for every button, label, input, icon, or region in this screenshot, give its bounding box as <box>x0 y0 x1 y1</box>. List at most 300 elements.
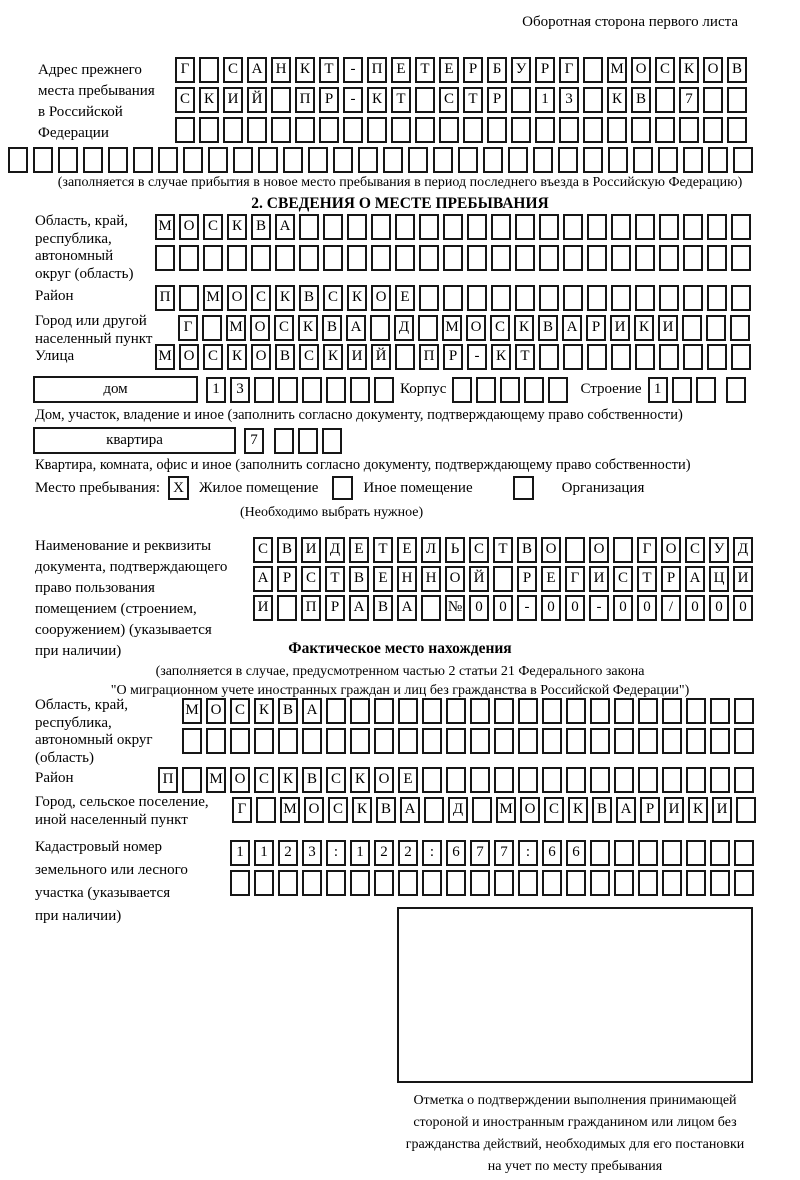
char-cell[interactable] <box>655 87 675 113</box>
char-cell[interactable] <box>515 214 535 240</box>
char-cell[interactable]: Е <box>373 566 393 592</box>
char-cell[interactable] <box>383 147 403 173</box>
char-cell[interactable] <box>199 57 219 83</box>
char-cell[interactable]: С <box>203 214 223 240</box>
char-cell[interactable] <box>275 245 295 271</box>
char-cell[interactable]: М <box>496 797 516 823</box>
char-cell[interactable]: М <box>442 315 462 341</box>
char-cell[interactable]: 0 <box>733 595 753 621</box>
checkbox-residential[interactable]: X <box>168 476 189 500</box>
char-cell[interactable]: 2 <box>398 840 418 866</box>
char-cell[interactable]: : <box>518 840 538 866</box>
char-cell[interactable] <box>487 117 507 143</box>
char-cell[interactable]: Н <box>397 566 417 592</box>
char-cell[interactable] <box>563 344 583 370</box>
char-cell[interactable] <box>202 315 222 341</box>
char-cell[interactable] <box>613 537 633 563</box>
char-cell[interactable] <box>563 245 583 271</box>
char-cell[interactable]: О <box>371 285 391 311</box>
char-cell[interactable]: Т <box>319 57 339 83</box>
char-cell[interactable]: С <box>439 87 459 113</box>
char-cell[interactable] <box>371 214 391 240</box>
char-cell[interactable]: С <box>328 797 348 823</box>
char-cell[interactable]: С <box>223 57 243 83</box>
char-cell[interactable] <box>227 245 247 271</box>
char-cell[interactable] <box>539 344 559 370</box>
char-cell[interactable] <box>583 87 603 113</box>
char-cell[interactable] <box>635 285 655 311</box>
char-cell[interactable]: 2 <box>278 840 298 866</box>
char-cell[interactable]: Е <box>391 57 411 83</box>
char-cell[interactable] <box>254 377 274 403</box>
char-cell[interactable] <box>734 698 754 724</box>
char-cell[interactable]: Е <box>397 537 417 563</box>
char-cell[interactable] <box>179 245 199 271</box>
char-cell[interactable] <box>302 377 322 403</box>
char-cell[interactable] <box>518 870 538 896</box>
char-cell[interactable] <box>308 147 328 173</box>
char-cell[interactable] <box>470 698 490 724</box>
char-cell[interactable]: 1 <box>535 87 555 113</box>
char-cell[interactable]: : <box>326 840 346 866</box>
char-cell[interactable]: В <box>517 537 537 563</box>
char-cell[interactable]: Р <box>517 566 537 592</box>
char-cell[interactable] <box>638 870 658 896</box>
char-cell[interactable]: - <box>467 344 487 370</box>
char-cell[interactable]: А <box>247 57 267 83</box>
char-cell[interactable]: И <box>223 87 243 113</box>
char-cell[interactable]: К <box>323 344 343 370</box>
char-cell[interactable] <box>419 214 439 240</box>
char-cell[interactable] <box>533 147 553 173</box>
char-cell[interactable] <box>299 245 319 271</box>
char-cell[interactable]: - <box>343 57 363 83</box>
char-cell[interactable]: 3 <box>559 87 579 113</box>
char-cell[interactable] <box>727 87 747 113</box>
char-cell[interactable] <box>563 285 583 311</box>
char-cell[interactable] <box>323 214 343 240</box>
char-cell[interactable] <box>491 214 511 240</box>
char-cell[interactable]: И <box>658 315 678 341</box>
char-cell[interactable]: 0 <box>637 595 657 621</box>
char-cell[interactable]: 6 <box>566 840 586 866</box>
char-cell[interactable] <box>494 870 514 896</box>
char-cell[interactable]: К <box>514 315 534 341</box>
char-cell[interactable] <box>587 344 607 370</box>
char-cell[interactable]: Ь <box>445 537 465 563</box>
char-cell[interactable]: Ц <box>709 566 729 592</box>
char-cell[interactable]: В <box>727 57 747 83</box>
char-cell[interactable] <box>703 87 723 113</box>
char-cell[interactable] <box>614 698 634 724</box>
char-cell[interactable]: К <box>634 315 654 341</box>
char-cell[interactable] <box>710 767 730 793</box>
char-cell[interactable]: К <box>688 797 708 823</box>
char-cell[interactable]: К <box>367 87 387 113</box>
char-cell[interactable]: С <box>655 57 675 83</box>
char-cell[interactable] <box>611 245 631 271</box>
char-cell[interactable] <box>133 147 153 173</box>
char-cell[interactable]: Г <box>637 537 657 563</box>
char-cell[interactable]: В <box>277 537 297 563</box>
char-cell[interactable] <box>710 728 730 754</box>
char-cell[interactable] <box>511 117 531 143</box>
char-cell[interactable] <box>734 767 754 793</box>
char-cell[interactable] <box>108 147 128 173</box>
char-cell[interactable]: А <box>275 214 295 240</box>
char-cell[interactable]: М <box>155 214 175 240</box>
char-cell[interactable] <box>731 285 751 311</box>
char-cell[interactable] <box>542 728 562 754</box>
char-cell[interactable]: М <box>155 344 175 370</box>
char-cell[interactable] <box>295 117 315 143</box>
char-cell[interactable]: К <box>568 797 588 823</box>
char-cell[interactable] <box>283 147 303 173</box>
char-cell[interactable] <box>298 428 318 454</box>
char-cell[interactable]: П <box>367 57 387 83</box>
char-cell[interactable]: О <box>179 214 199 240</box>
char-cell[interactable] <box>542 767 562 793</box>
char-cell[interactable]: О <box>466 315 486 341</box>
char-cell[interactable] <box>659 344 679 370</box>
char-cell[interactable] <box>271 117 291 143</box>
char-cell[interactable] <box>611 285 631 311</box>
char-cell[interactable] <box>408 147 428 173</box>
char-cell[interactable]: Л <box>421 537 441 563</box>
char-cell[interactable]: 0 <box>565 595 585 621</box>
char-cell[interactable]: / <box>661 595 681 621</box>
char-cell[interactable] <box>707 245 727 271</box>
char-cell[interactable] <box>730 315 750 341</box>
char-cell[interactable]: - <box>343 87 363 113</box>
char-cell[interactable] <box>470 870 490 896</box>
char-cell[interactable] <box>422 728 442 754</box>
checkbox-organization[interactable] <box>513 476 534 500</box>
char-cell[interactable]: П <box>301 595 321 621</box>
char-cell[interactable]: О <box>251 344 271 370</box>
char-cell[interactable]: О <box>703 57 723 83</box>
char-cell[interactable] <box>183 147 203 173</box>
char-cell[interactable]: И <box>253 595 273 621</box>
char-cell[interactable] <box>254 870 274 896</box>
char-cell[interactable] <box>476 377 496 403</box>
char-cell[interactable] <box>203 245 223 271</box>
char-cell[interactable]: Б <box>487 57 507 83</box>
char-cell[interactable]: 7 <box>679 87 699 113</box>
char-cell[interactable]: Т <box>325 566 345 592</box>
char-cell[interactable] <box>558 147 578 173</box>
char-cell[interactable]: Т <box>637 566 657 592</box>
char-cell[interactable] <box>707 285 727 311</box>
char-cell[interactable]: Г <box>565 566 585 592</box>
char-cell[interactable] <box>483 147 503 173</box>
char-cell[interactable]: С <box>253 537 273 563</box>
char-cell[interactable] <box>422 767 442 793</box>
char-cell[interactable]: Д <box>448 797 468 823</box>
char-cell[interactable]: 7 <box>470 840 490 866</box>
char-cell[interactable] <box>256 797 276 823</box>
char-cell[interactable] <box>83 147 103 173</box>
char-cell[interactable] <box>343 117 363 143</box>
char-cell[interactable] <box>208 147 228 173</box>
char-cell[interactable] <box>418 315 438 341</box>
char-cell[interactable]: О <box>179 344 199 370</box>
char-cell[interactable] <box>463 117 483 143</box>
char-cell[interactable] <box>731 245 751 271</box>
char-cell[interactable] <box>638 728 658 754</box>
char-cell[interactable]: О <box>541 537 561 563</box>
char-cell[interactable]: О <box>661 537 681 563</box>
char-cell[interactable] <box>206 728 226 754</box>
char-cell[interactable] <box>179 285 199 311</box>
char-cell[interactable] <box>302 870 322 896</box>
char-cell[interactable] <box>710 698 730 724</box>
char-cell[interactable]: М <box>226 315 246 341</box>
char-cell[interactable] <box>391 117 411 143</box>
char-cell[interactable] <box>415 117 435 143</box>
char-cell[interactable]: М <box>182 698 202 724</box>
char-cell[interactable] <box>633 147 653 173</box>
char-cell[interactable]: А <box>400 797 420 823</box>
char-cell[interactable] <box>467 245 487 271</box>
char-cell[interactable] <box>277 595 297 621</box>
char-cell[interactable]: Г <box>232 797 252 823</box>
char-cell[interactable]: 1 <box>230 840 250 866</box>
char-cell[interactable] <box>251 245 271 271</box>
char-cell[interactable]: И <box>712 797 732 823</box>
char-cell[interactable] <box>419 285 439 311</box>
char-cell[interactable]: 1 <box>254 840 274 866</box>
char-cell[interactable] <box>58 147 78 173</box>
char-cell[interactable]: Р <box>661 566 681 592</box>
char-cell[interactable] <box>614 728 634 754</box>
char-cell[interactable] <box>635 245 655 271</box>
char-cell[interactable]: Е <box>395 285 415 311</box>
char-cell[interactable] <box>638 840 658 866</box>
char-cell[interactable] <box>638 698 658 724</box>
char-cell[interactable] <box>658 147 678 173</box>
char-cell[interactable] <box>395 214 415 240</box>
char-cell[interactable]: А <box>346 315 366 341</box>
char-cell[interactable]: К <box>607 87 627 113</box>
char-cell[interactable] <box>515 245 535 271</box>
char-cell[interactable] <box>494 767 514 793</box>
char-cell[interactable]: С <box>301 566 321 592</box>
char-cell[interactable] <box>566 698 586 724</box>
char-cell[interactable]: 7 <box>244 428 264 454</box>
char-cell[interactable]: К <box>199 87 219 113</box>
char-cell[interactable]: Н <box>421 566 441 592</box>
char-cell[interactable] <box>326 870 346 896</box>
char-cell[interactable] <box>611 214 631 240</box>
char-cell[interactable] <box>635 214 655 240</box>
char-cell[interactable] <box>358 147 378 173</box>
char-cell[interactable]: Е <box>541 566 561 592</box>
char-cell[interactable]: Р <box>640 797 660 823</box>
char-cell[interactable] <box>655 117 675 143</box>
char-cell[interactable] <box>398 728 418 754</box>
char-cell[interactable] <box>302 728 322 754</box>
char-cell[interactable] <box>710 870 730 896</box>
char-cell[interactable] <box>155 245 175 271</box>
char-cell[interactable]: В <box>299 285 319 311</box>
char-cell[interactable]: № <box>445 595 465 621</box>
char-cell[interactable] <box>731 214 751 240</box>
char-cell[interactable] <box>182 728 202 754</box>
char-cell[interactable] <box>683 344 703 370</box>
char-cell[interactable]: - <box>589 595 609 621</box>
char-cell[interactable] <box>271 87 291 113</box>
char-cell[interactable] <box>535 117 555 143</box>
char-cell[interactable]: М <box>203 285 223 311</box>
char-cell[interactable]: 3 <box>230 377 250 403</box>
char-cell[interactable]: К <box>491 344 511 370</box>
char-cell[interactable]: О <box>374 767 394 793</box>
char-cell[interactable] <box>258 147 278 173</box>
char-cell[interactable] <box>726 377 746 403</box>
char-cell[interactable]: Е <box>439 57 459 83</box>
char-cell[interactable] <box>299 214 319 240</box>
char-cell[interactable] <box>703 117 723 143</box>
char-cell[interactable]: Р <box>325 595 345 621</box>
char-cell[interactable]: 6 <box>446 840 466 866</box>
char-cell[interactable] <box>734 840 754 866</box>
char-cell[interactable] <box>374 377 394 403</box>
char-cell[interactable] <box>707 344 727 370</box>
char-cell[interactable] <box>422 698 442 724</box>
char-cell[interactable]: Й <box>371 344 391 370</box>
char-cell[interactable] <box>611 344 631 370</box>
char-cell[interactable]: В <box>631 87 651 113</box>
char-cell[interactable] <box>175 117 195 143</box>
char-cell[interactable] <box>158 147 178 173</box>
char-cell[interactable] <box>706 315 726 341</box>
char-cell[interactable]: В <box>275 344 295 370</box>
char-cell[interactable] <box>590 767 610 793</box>
char-cell[interactable] <box>587 214 607 240</box>
char-cell[interactable] <box>734 870 754 896</box>
char-cell[interactable]: Т <box>493 537 513 563</box>
char-cell[interactable] <box>319 117 339 143</box>
char-cell[interactable] <box>491 285 511 311</box>
char-cell[interactable] <box>8 147 28 173</box>
char-cell[interactable] <box>734 728 754 754</box>
char-cell[interactable]: Р <box>586 315 606 341</box>
char-cell[interactable]: К <box>278 767 298 793</box>
char-cell[interactable]: А <box>685 566 705 592</box>
char-cell[interactable] <box>518 728 538 754</box>
char-cell[interactable] <box>614 870 634 896</box>
char-cell[interactable] <box>350 728 370 754</box>
char-cell[interactable]: Г <box>175 57 195 83</box>
char-cell[interactable]: И <box>347 344 367 370</box>
char-cell[interactable]: О <box>445 566 465 592</box>
char-cell[interactable] <box>707 214 727 240</box>
char-cell[interactable]: К <box>347 285 367 311</box>
char-cell[interactable]: О <box>631 57 651 83</box>
char-cell[interactable]: И <box>589 566 609 592</box>
char-cell[interactable] <box>548 377 568 403</box>
char-cell[interactable] <box>662 767 682 793</box>
char-cell[interactable] <box>500 377 520 403</box>
char-cell[interactable] <box>446 698 466 724</box>
char-cell[interactable] <box>731 344 751 370</box>
char-cell[interactable] <box>587 245 607 271</box>
char-cell[interactable]: В <box>251 214 271 240</box>
char-cell[interactable]: 7 <box>494 840 514 866</box>
char-cell[interactable]: Е <box>398 767 418 793</box>
char-cell[interactable] <box>683 147 703 173</box>
char-cell[interactable] <box>708 147 728 173</box>
char-cell[interactable] <box>326 728 346 754</box>
char-cell[interactable] <box>539 245 559 271</box>
char-cell[interactable] <box>565 537 585 563</box>
char-cell[interactable]: Р <box>277 566 297 592</box>
char-cell[interactable] <box>566 767 586 793</box>
char-cell[interactable] <box>182 767 202 793</box>
char-cell[interactable]: С <box>326 767 346 793</box>
char-cell[interactable] <box>710 840 730 866</box>
char-cell[interactable]: У <box>511 57 531 83</box>
char-cell[interactable]: Й <box>469 566 489 592</box>
char-cell[interactable] <box>614 840 634 866</box>
char-cell[interactable]: У <box>709 537 729 563</box>
char-cell[interactable] <box>515 285 535 311</box>
char-cell[interactable]: О <box>589 537 609 563</box>
char-cell[interactable]: В <box>373 595 393 621</box>
char-cell[interactable] <box>374 698 394 724</box>
char-cell[interactable]: С <box>685 537 705 563</box>
char-cell[interactable]: Д <box>733 537 753 563</box>
char-cell[interactable]: Т <box>463 87 483 113</box>
char-cell[interactable]: О <box>520 797 540 823</box>
char-cell[interactable] <box>347 245 367 271</box>
char-cell[interactable] <box>686 870 706 896</box>
char-cell[interactable]: И <box>301 537 321 563</box>
char-cell[interactable]: С <box>490 315 510 341</box>
char-cell[interactable] <box>350 698 370 724</box>
char-cell[interactable] <box>736 797 756 823</box>
char-cell[interactable] <box>686 698 706 724</box>
char-cell[interactable] <box>433 147 453 173</box>
char-cell[interactable] <box>662 870 682 896</box>
char-cell[interactable]: К <box>227 344 247 370</box>
char-cell[interactable]: 1 <box>350 840 370 866</box>
char-cell[interactable] <box>608 147 628 173</box>
char-cell[interactable] <box>446 870 466 896</box>
char-cell[interactable]: С <box>274 315 294 341</box>
char-cell[interactable]: 0 <box>709 595 729 621</box>
char-cell[interactable] <box>446 767 466 793</box>
char-cell[interactable]: Н <box>271 57 291 83</box>
char-cell[interactable]: А <box>349 595 369 621</box>
char-cell[interactable]: С <box>230 698 250 724</box>
char-cell[interactable] <box>395 245 415 271</box>
char-cell[interactable] <box>508 147 528 173</box>
char-cell[interactable]: 6 <box>542 840 562 866</box>
char-cell[interactable] <box>247 117 267 143</box>
char-cell[interactable] <box>679 117 699 143</box>
char-cell[interactable] <box>323 245 343 271</box>
char-cell[interactable] <box>233 147 253 173</box>
char-cell[interactable]: В <box>278 698 298 724</box>
char-cell[interactable]: С <box>175 87 195 113</box>
char-cell[interactable] <box>539 285 559 311</box>
char-cell[interactable]: В <box>538 315 558 341</box>
char-cell[interactable] <box>583 57 603 83</box>
char-cell[interactable] <box>683 214 703 240</box>
char-cell[interactable] <box>350 377 370 403</box>
